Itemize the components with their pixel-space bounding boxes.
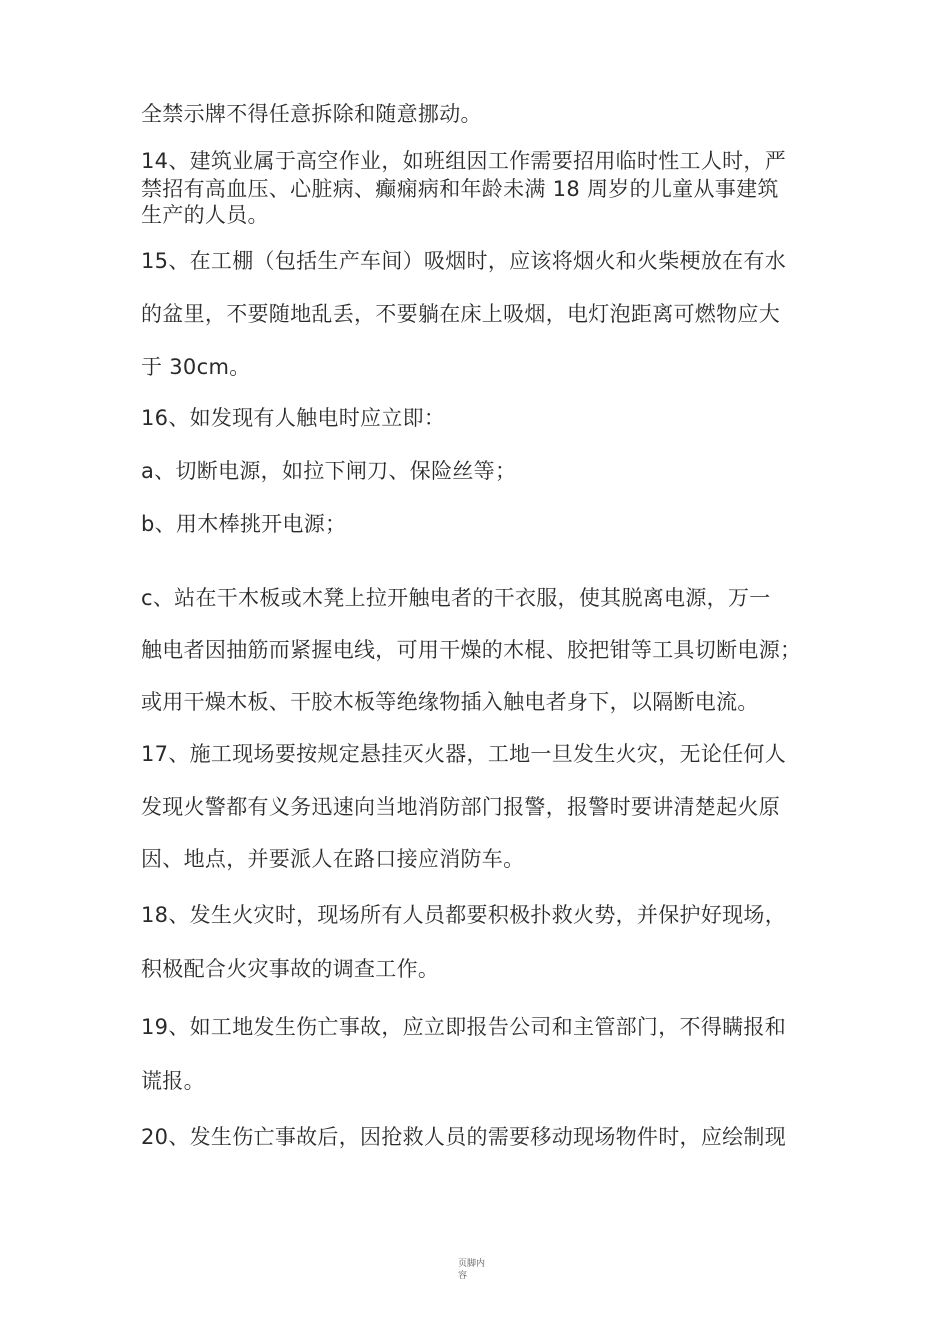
text-line: 发现火警都有义务迅速向当地消防部门报警，报警时要讲清楚起火原 (141, 795, 780, 819)
text-line: 19、如工地发生伤亡事故，应立即报告公司和主管部门，不得瞒报和 (141, 1015, 787, 1039)
text-line: 15、在工棚（包括生产车间）吸烟时，应该将烟火和火柴梗放在有水 (141, 249, 787, 273)
text-line: 于 30cm。 (141, 355, 251, 379)
text-line: 18、发生火灾时，现场所有人员都要积极扑救火势，并保护好现场， (141, 903, 787, 927)
text-line: 17、施工现场要按规定悬挂灭火器，工地一旦发生火灾，无论任何人 (141, 742, 787, 766)
text-line: 或用干燥木板、干胶木板等绝缘物插入触电者身下，以隔断电流。 (141, 690, 759, 714)
footer-line: 页脚内 (458, 1259, 486, 1269)
text-line: 因、地点，并要派人在路口接应消防车。 (141, 847, 525, 871)
text-line: 积极配合火灾事故的调查工作。 (141, 957, 440, 981)
text-line: 谎报。 (141, 1069, 205, 1093)
text-line: 14、建筑业属于高空作业，如班组因工作需要招用临时性工人时，严 (141, 149, 787, 173)
text-line: b、用木棒挑开电源； (141, 512, 347, 536)
text-line: c、站在干木板或木凳上拉开触电者的干衣服，使其脱离电源，万一 (141, 586, 771, 610)
text-line: 触电者因抽筋而紧握电线，可用干燥的木棍、胶把钳等工具切断电源； (141, 638, 802, 662)
text-line: 禁招有高血压、心脏病、癫痫病和年龄未满 18 周岁的儿童从事建筑 (141, 177, 779, 201)
text-line: 20、发生伤亡事故后，因抢救人员的需要移动现场物件时，应绘制现 (141, 1125, 787, 1149)
footer-line: 容 (458, 1271, 468, 1281)
text-line: 全禁示牌不得任意拆除和随意挪动。 (141, 102, 482, 126)
page-footer (458, 1258, 498, 1282)
text-line: 生产的人员。 (141, 203, 269, 227)
text-line: 16、如发现有人触电时应立即： (141, 406, 446, 430)
text-line: a、切断电源，如拉下闸刀、保险丝等； (141, 459, 517, 483)
text-line: 的盆里，不要随地乱丢，不要躺在床上吸烟，电灯泡距离可燃物应大 (141, 302, 780, 326)
